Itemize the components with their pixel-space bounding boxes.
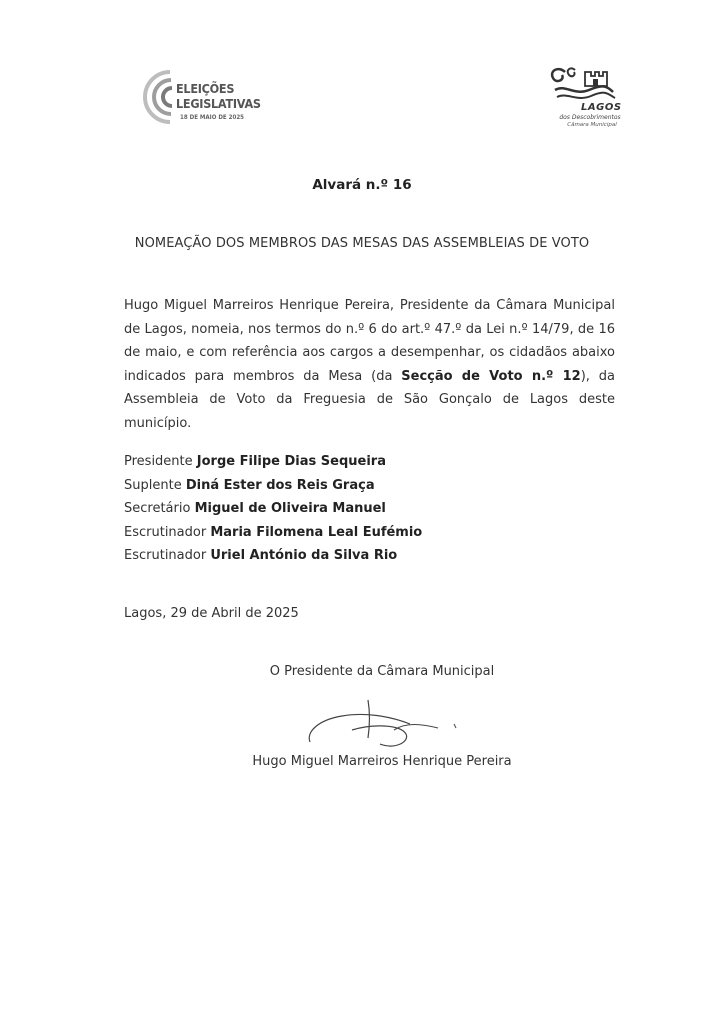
member-row-teller-1 [124, 521, 604, 545]
member-name: Uriel António da Silva Rio [210, 548, 398, 563]
logo-text-legislativas: LEGISLATIVAS [176, 96, 261, 111]
member-name: Maria Filomena Leal Eufémio [210, 524, 423, 540]
signatory-name: Hugo Miguel Marreiros Henrique Pereira [252, 754, 512, 769]
voting-section-number: Secção de Voto n.º 12 [401, 368, 581, 384]
body-text-part2: ), da Assembleia de Voto da Freguesia de São Gonçalo de Lagos deste município. [124, 368, 615, 431]
lagos-emblem-icon [545, 64, 625, 104]
member-role: Secretário [124, 501, 191, 516]
member-role: Suplente [124, 477, 182, 493]
eleicoes-legislativas-logo [140, 66, 280, 128]
place-and-date: Lagos, 29 de Abril de 2025 [124, 606, 299, 621]
logo-text-lagos: LAGOS [581, 102, 622, 113]
member-name: Jorge Filipe Dias Sequeira [196, 454, 386, 469]
document-subtitle: NOMEAÇÃO DOS MEMBROS DAS MESAS DAS ASSEMBLEIAS DE VOTO [134, 236, 590, 251]
logo-text-eleicoes: ELEIÇÕES [176, 81, 235, 96]
logo-text-descobrimentos: dos Descobrimentos [559, 114, 621, 121]
members-list [124, 450, 604, 568]
lagos-municipal-logo [545, 64, 625, 146]
member-role: Escrutinador [124, 548, 207, 563]
logo-text-camara: Câmara Municipal [567, 122, 617, 128]
member-name: Miguel de Oliveira Manuel [194, 501, 386, 516]
member-name: Diná Ester dos Reis Graça [185, 477, 375, 493]
member-row-secretary [124, 497, 604, 521]
member-row-teller-2 [124, 544, 604, 568]
logo-election-date: 18 DE MAIO DE 2025 [180, 113, 245, 121]
signatory-role: O Presidente da Câmara Municipal [269, 664, 495, 679]
document-title: Alvará n.º 16 [312, 177, 412, 193]
member-row-president [124, 450, 604, 474]
eleicoes-arc-icon [140, 66, 180, 128]
body-text-part1: Hugo Miguel Marreiros Henrique Pereira, Presidente da Câmara Municipal de Lagos, nomeia, nos termos do n.º 6 do art.º 47.º da Lei n.º 14/79, de 16 de maio, e com referência aos cargos a desempenhar, os cidadãos abaixo indicados para membros da Mesa (da [124, 298, 615, 384]
body-paragraph [124, 294, 615, 435]
member-role: Escrutinador [124, 524, 207, 540]
member-role: Presidente [124, 454, 193, 469]
member-row-substitute [124, 474, 604, 498]
